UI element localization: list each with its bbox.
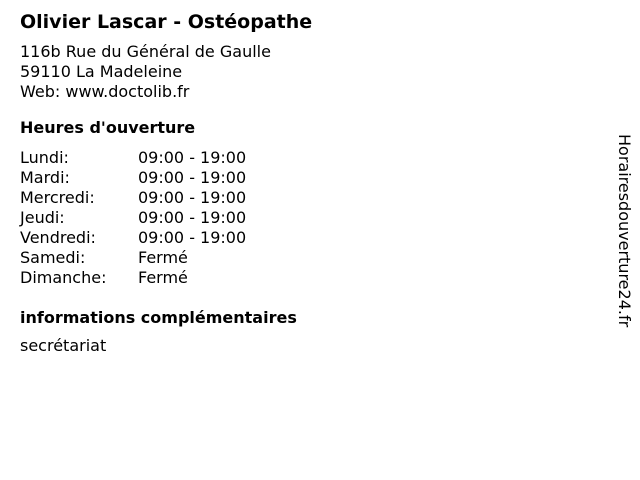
- hours-row-monday: [20, 148, 600, 168]
- time-value: Fermé: [138, 248, 188, 267]
- hours-row-wednesday: [20, 188, 600, 208]
- opening-hours-heading: Heures d'ouverture: [20, 118, 196, 137]
- day-label: Samedi:: [20, 248, 86, 267]
- additional-info-text: secrétariat: [20, 336, 107, 355]
- business-card: [20, 8, 600, 356]
- hours-row-sunday: [20, 268, 600, 288]
- day-label: Vendredi:: [20, 228, 96, 247]
- time-value: 09:00 - 19:00: [138, 228, 247, 247]
- day-label: Jeudi:: [20, 208, 65, 227]
- hours-row-saturday: [20, 248, 600, 268]
- website-line: Web: www.doctolib.fr: [20, 82, 190, 101]
- address-city: 59110 La Madeleine: [20, 62, 183, 81]
- time-value: 09:00 - 19:00: [138, 208, 247, 227]
- business-title: Olivier Lascar - Ostéopathe: [20, 11, 313, 33]
- opening-hours-table: [20, 148, 600, 288]
- time-value: 09:00 - 19:00: [138, 188, 247, 207]
- time-value: 09:00 - 19:00: [138, 168, 247, 187]
- hours-row-thursday: [20, 208, 600, 228]
- additional-info-heading: informations complémentaires: [20, 308, 297, 327]
- day-label: Mercredi:: [20, 188, 95, 207]
- time-value: 09:00 - 19:00: [138, 148, 247, 167]
- hours-row-tuesday: [20, 168, 600, 188]
- day-label: Mardi:: [20, 168, 70, 187]
- day-label: Lundi:: [20, 148, 69, 167]
- day-label: Dimanche:: [20, 268, 107, 287]
- address-street: 116b Rue du Général de Gaulle: [20, 42, 271, 61]
- hours-row-friday: [20, 228, 600, 248]
- address-block: [20, 42, 600, 102]
- brand-link[interactable]: Horairesdouverture24.fr: [615, 134, 634, 328]
- time-value: Fermé: [138, 268, 188, 287]
